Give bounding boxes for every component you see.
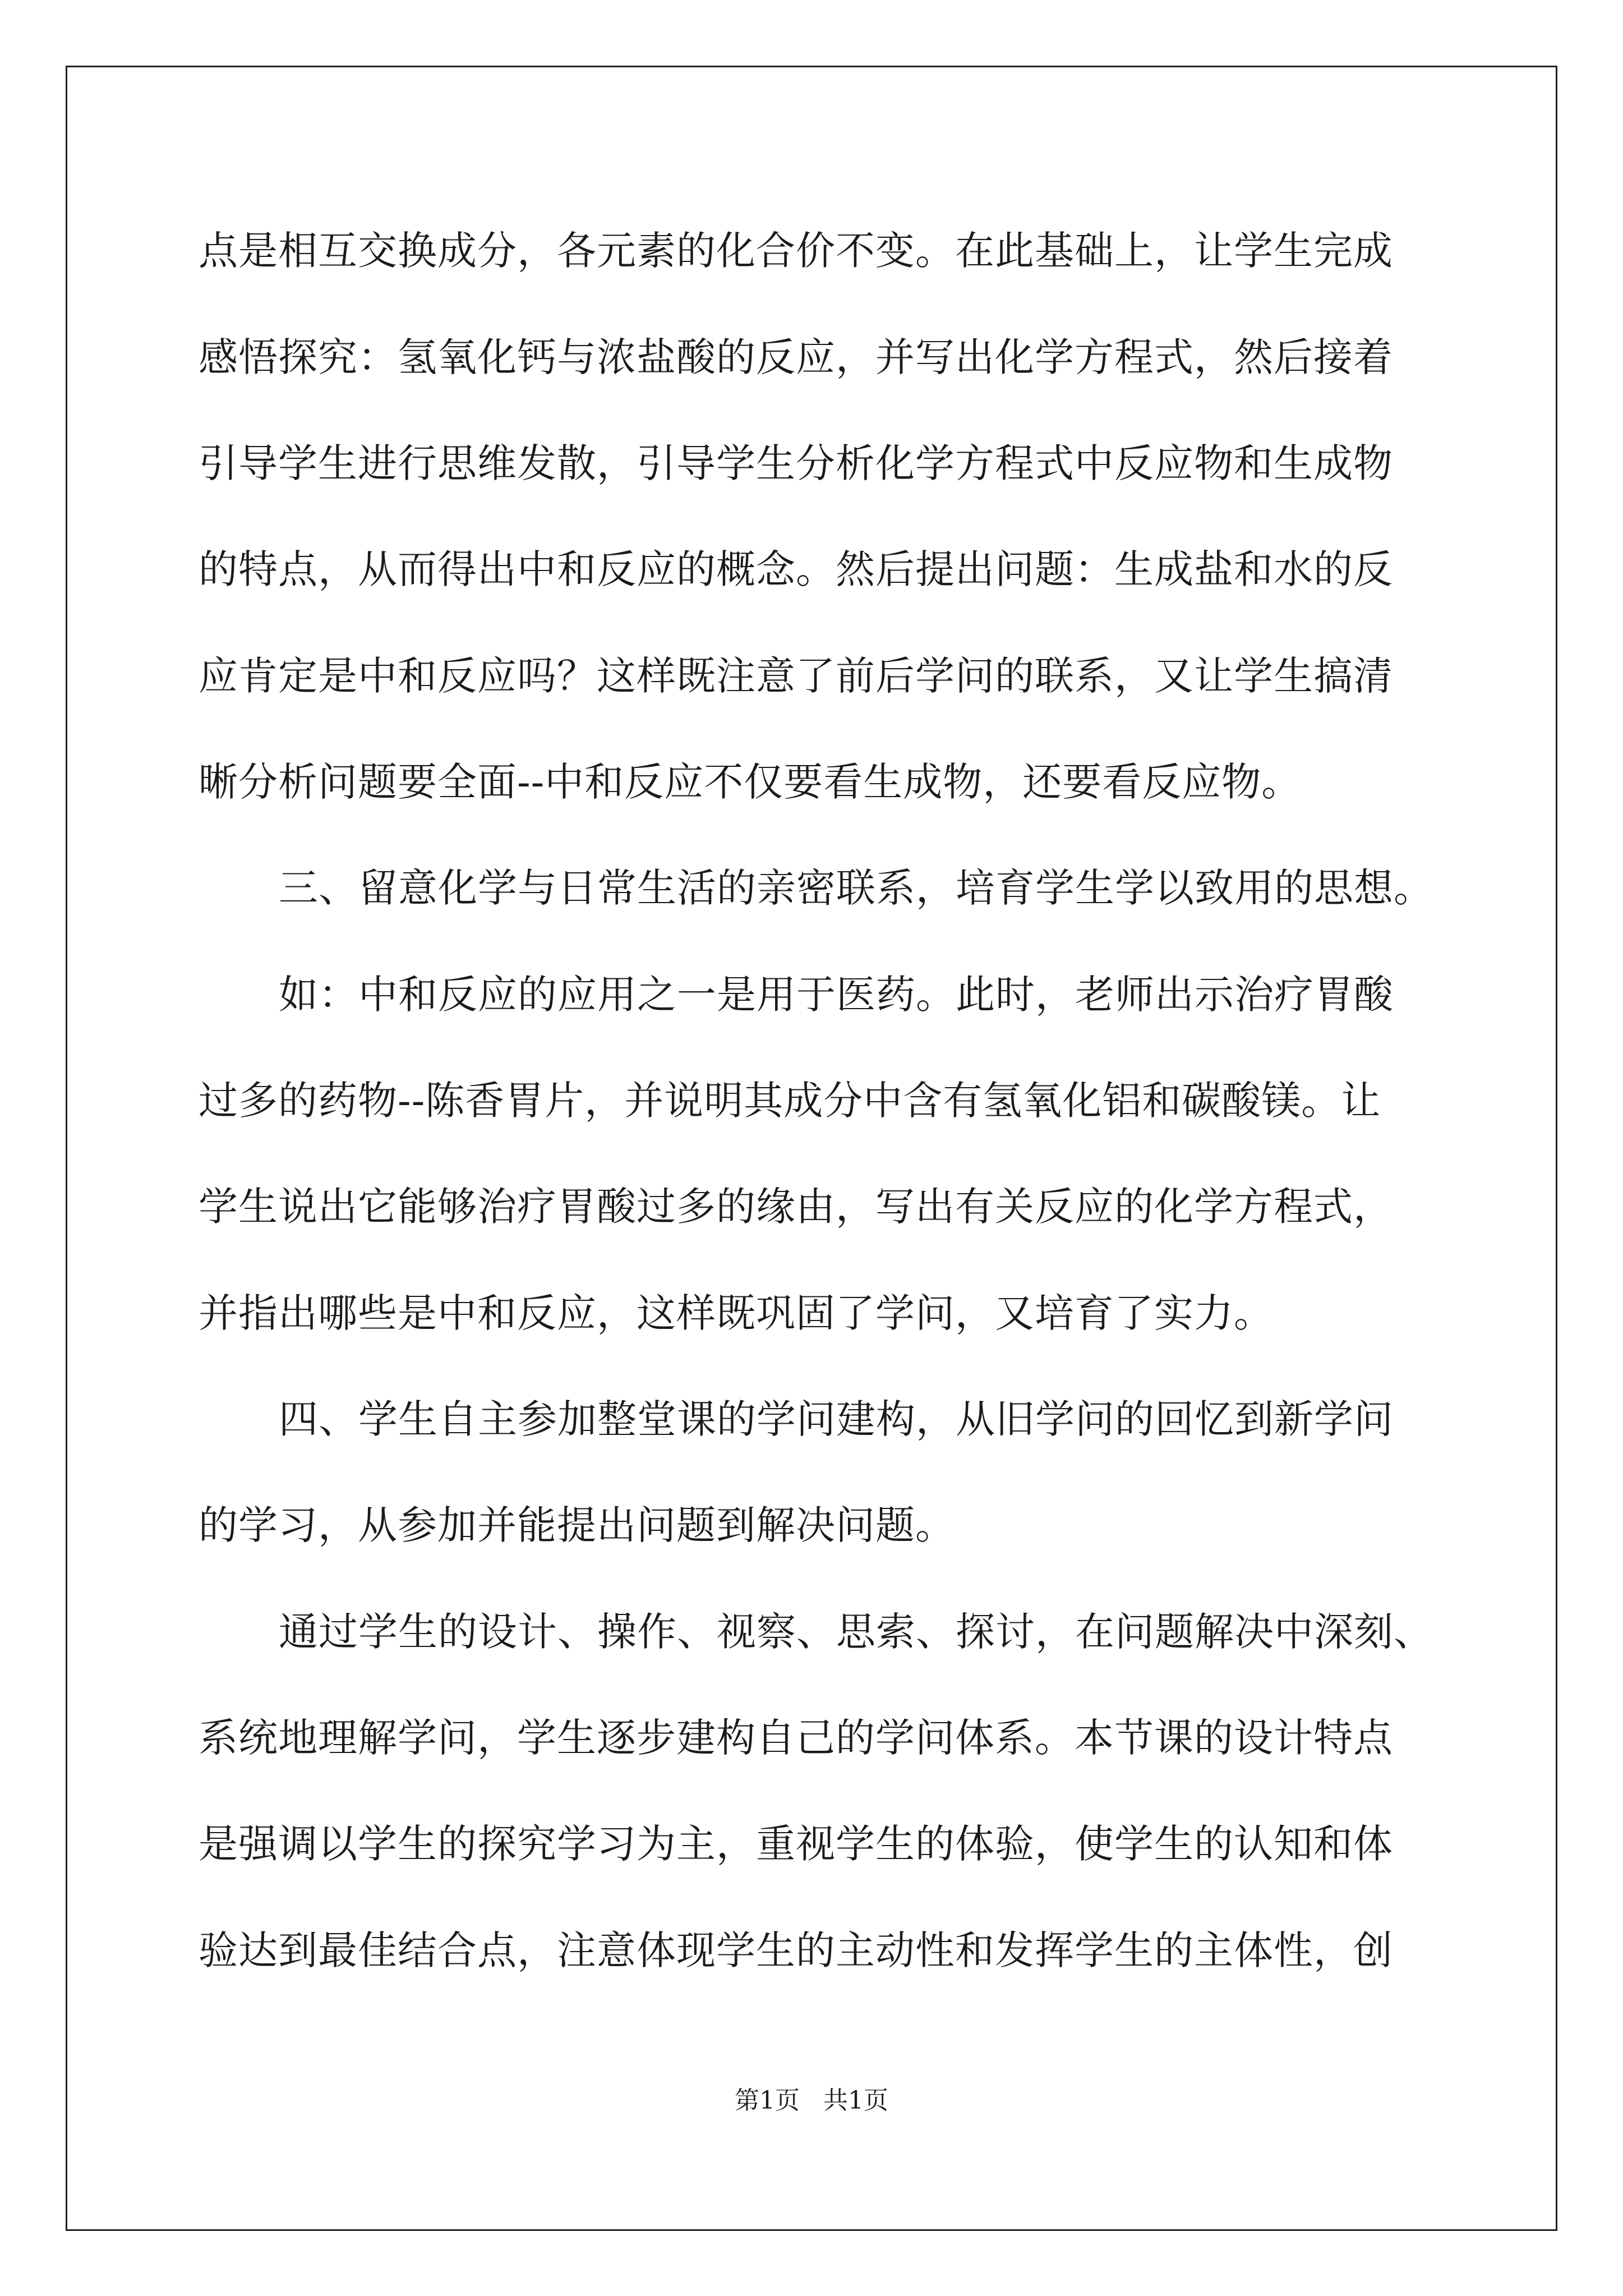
page-number-footer: 第1页 共1页: [735, 2086, 888, 2115]
text-line-indented: 四、学生自主参加整堂课的学问建构，从旧学问的回忆到新学问: [279, 1396, 1394, 1442]
text-line: 的学习，从参加并能提出问题到解决问题。: [199, 1502, 955, 1548]
text-line: 引导学生进行思维发散，引导学生分析化学方程式中反应物和生成物: [199, 440, 1393, 486]
text-line: 感悟探究：氢氧化钙与浓盐酸的反应，并写出化学方程式，然后接着: [199, 334, 1393, 380]
text-line: 的特点，从而得出中和反应的概念。然后提出问题：生成盐和水的反: [199, 546, 1393, 592]
text-line-indented: 通过学生的设计、操作、视察、思索、探讨，在问题解决中深刻、: [279, 1609, 1433, 1655]
text-line-indented: 如：中和反应的应用之一是用于医药。此时，老师出示治疗胃酸: [279, 972, 1394, 1018]
text-line: 过多的药物--陈香胃片，并说明其成分中含有氢氧化铝和碳酸镁。让: [199, 1078, 1381, 1124]
text-line: 应肯定是中和反应吗？这样既注意了前后学问的联系，又让学生搞清: [199, 653, 1393, 699]
text-line: 系统地理解学问，学生逐步建构自己的学问体系。本节课的设计特点: [199, 1715, 1393, 1761]
text-line: 是强调以学生的探究学习为主，重视学生的体验，使学生的认知和体: [199, 1821, 1393, 1867]
text-line: 验达到最佳结合点，注意体现学生的主动性和发挥学生的主体性，创: [199, 1927, 1393, 1973]
text-line-indented: 三、留意化学与日常生活的亲密联系，培育学生学以致用的思想。: [279, 865, 1433, 911]
text-line: 学生说出它能够治疗胃酸过多的缘由，写出有关反应的化学方程式，: [199, 1184, 1393, 1230]
text-line: 点是相互交换成分，各元素的化合价不变。在此基础上，让学生完成: [199, 228, 1393, 274]
text-line: 晰分析问题要全面--中和反应不仅要看生成物，还要看反应物。: [199, 759, 1302, 805]
text-line: 并指出哪些是中和反应，这样既巩固了学问，又培育了实力。: [199, 1290, 1274, 1336]
